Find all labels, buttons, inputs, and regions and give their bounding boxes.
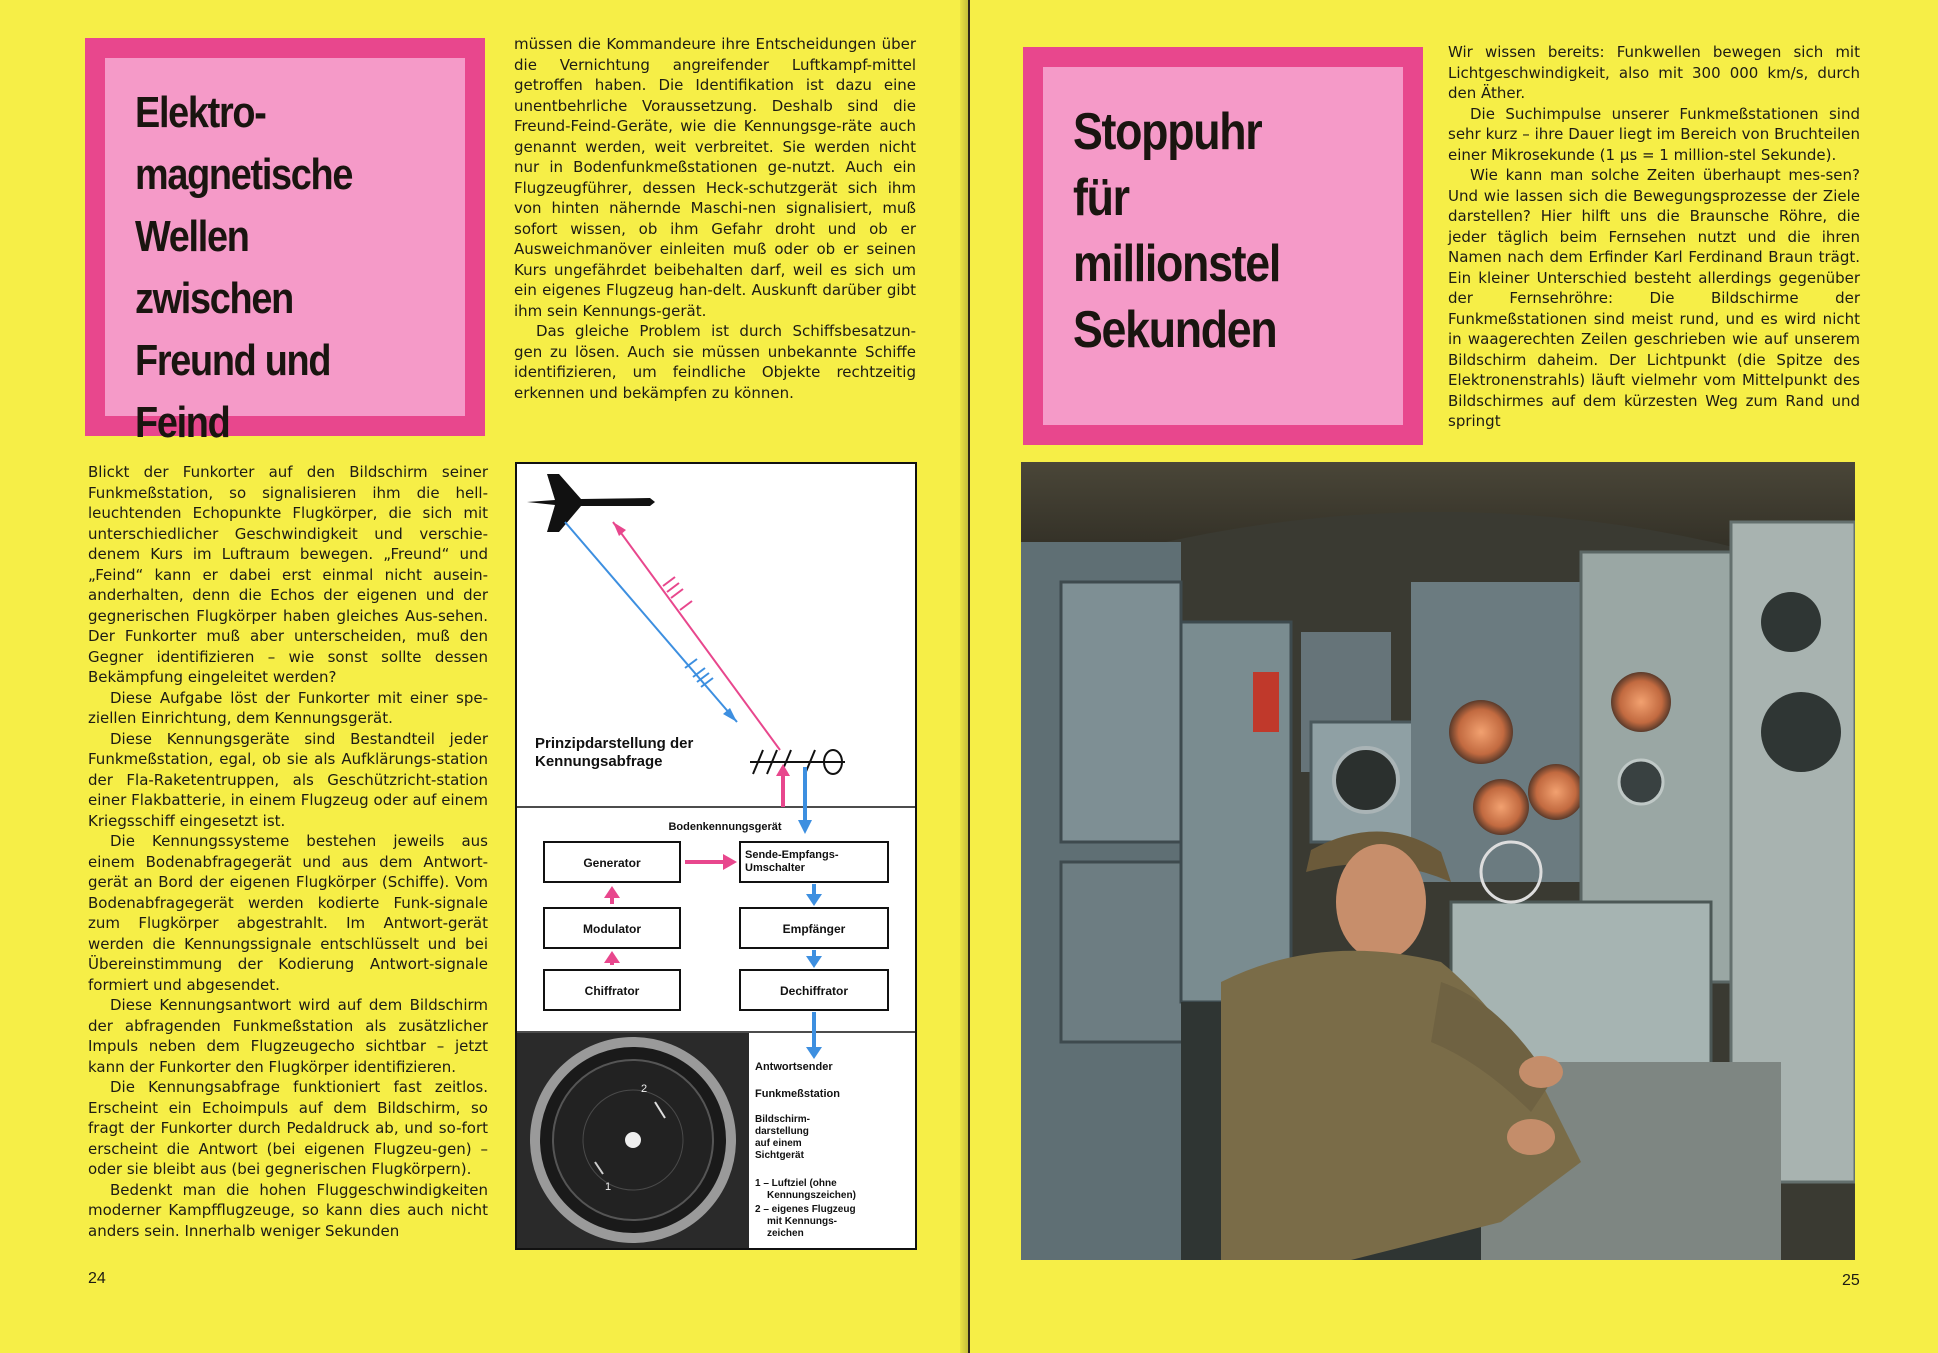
paragraph: Bedenkt man die hohen Fluggeschwindigkeiten moderner Kampfflugzeuge, so kann dies auch nicht anders sein. Innerhalb weniger Sekunden bbox=[88, 1180, 488, 1240]
identification-diagram bbox=[515, 462, 917, 1250]
paragraph: Die Kennungssysteme bestehen jeweils aus einem Bodenabfragegerät und aus dem Antwort-gerät an Bord der eigenen Flugkörper (Schiffe). Vom Bodenabfragegerät werden kodierte Funk-signale zum Flugkörper abgestrahlt. Im Antwort-gerät werden die Kennungssignale entschlüsselt und bei Übereinstimmung der Kodierung Antwort-signale formiert und abgesendet. bbox=[88, 832, 488, 994]
paragraph: Die Kennungsabfrage funktioniert fast zeitlos. Erscheint ein Echoimpuls auf dem Bildschirm, so fragt der Funkorter durch Pedaldruck ab, und so-fort erscheint die Antwort (bei eigenen Flugzeu-gen) – oder sie bleibt aus (bei gegnerischen Flugkörpern). bbox=[88, 1078, 488, 1178]
paragraph: Die Suchimpulse unserer Funkmeßstationen sind sehr kurz – ihre Dauer liegt im Bereich von Bruchteilen einer Mikrosekunde (1 µs = 1 million-stel Sekunde). bbox=[1448, 104, 1860, 164]
paragraph: Diese Kennungsgeräte sind Bestandteil jeder Funkmeßstation, egal, ob sie als Aufklärungs-station der Fla-Raketentruppen, als Geschützricht-station einer Flakbatterie, in einem Flugzeug oder auf einem Kriegsschiff eingesetzt ist. bbox=[88, 729, 488, 830]
block-generator bbox=[544, 842, 680, 882]
legend-item-2: 2 – eigenes Flugzeug mit Kennungs- zeichen bbox=[755, 1204, 856, 1239]
right-title-box bbox=[1023, 47, 1423, 445]
block-transmit-receive-switch bbox=[740, 842, 888, 882]
left-text-column-2 bbox=[514, 34, 916, 403]
paragraph: Das gleiche Problem ist durch Schiffsbesatzun-gen zu lösen. Auch sie müssen unbekannte Schiffe identifizieren, um feindliche Objekte rechtzeitig erkennen und bekämpfen zu können. bbox=[514, 322, 916, 402]
left-text-column-1 bbox=[88, 462, 488, 1241]
scope-mark-1: 1 bbox=[605, 1181, 612, 1193]
left-page bbox=[0, 0, 968, 1353]
legend-item-1: 1 – Luftziel (ohne Kennungszeichen) bbox=[755, 1178, 856, 1201]
right-page bbox=[970, 0, 1938, 1353]
paragraph: müssen die Kommandeure ihre Entscheidungen über die Vernichtung angreifender Luftkampf-mittel getroffen haben. Die Identifikation ist dazu eine unentbehrliche Voraussetzung. Deshalb sind die Freund-Feind-Geräte, wie die Kennungsge-räte auch genannt werden, weit verbreitet. Sie werden nicht nur in Bodenfunkmeßstationen ge-nutzt. Auch ein Flugzeugführer, dessen Heck-schutzgerät sich ihm von hinten nähernde Maschi-nen signalisiert, muß sofort wissen, ob ihm Gefahr droht und ob er Ausweichmanöver einleiten muß oder ob er seinen Kurs ungefährdet beibehalten darf, weil es sich um ein eigenes Flugzeug han-delt. Auskunft darüber gibt ihm sein Kennungs-gerät. bbox=[514, 35, 916, 320]
label-antwortsender: Antwortsender bbox=[755, 1061, 833, 1073]
block-dechiffrator bbox=[740, 970, 888, 1010]
right-page-title: Stoppuhr für millionstel Sekunden bbox=[1073, 103, 1280, 359]
svg-text:Empfänger: Empfänger bbox=[782, 922, 846, 936]
block-receiver bbox=[740, 908, 888, 948]
diagram-caption: Prinzipdarstellung der Kennungsabfrage bbox=[535, 735, 694, 770]
svg-text:Modulator: Modulator bbox=[583, 922, 641, 936]
svg-text:Sende-Empfangs-: Sende-Empfangs- bbox=[745, 849, 839, 861]
svg-text:Chiffrator: Chiffrator bbox=[584, 984, 640, 998]
right-title-panel bbox=[1043, 67, 1403, 425]
paragraph: Wie kann man solche Zeiten überhaupt mes-sen? Und wie lassen sich die Bewegungsprozesse der Ziele darstellen? Hier hilft uns die Braunsche Röhre, die jeder täglich beim Fernsehen nutzt und die ihren Namen nach dem Erfinder Karl Ferdinand Braun trägt. Ein kleiner Unterschied besteht allerdings gegenüber der Fernsehröhre: Die Bildschirme der Funkmeßstationen sind meist rund, und es wird nicht in waagerechten Zeilen geschrieben wie auf unserem Bildschirm daheim. Der Lichtpunkt (die Spitze des Elektronenstrahls) läuft vielmehr vom Mittelpunkt des Bildschirmes auf dem kürzesten Weg zum Rand und springt bbox=[1448, 166, 1860, 430]
svg-text:Generator: Generator bbox=[583, 856, 641, 870]
radar-station-photo bbox=[1021, 462, 1855, 1260]
block-modulator bbox=[544, 908, 680, 948]
page-number-right: 25 bbox=[1842, 1272, 1860, 1289]
label-funkmessstation: Funkmeßstation bbox=[755, 1088, 840, 1100]
left-page-title: Elektro- magnetische Wellen zwischen Freund und Feind bbox=[135, 88, 353, 447]
page-number-left: 24 bbox=[88, 1270, 106, 1287]
radar-scope-image bbox=[517, 1033, 749, 1248]
svg-text:Umschalter: Umschalter bbox=[745, 862, 805, 874]
paragraph: Wir wissen bereits: Funkwellen bewegen sich mit Lichtgeschwindigkeit, also mit 300 000 km/s, durch den Äther. bbox=[1448, 43, 1860, 102]
right-text-column bbox=[1448, 42, 1860, 432]
label-bildschirm: Bildschirm- darstellung auf einem Sichtgerät bbox=[755, 1114, 811, 1161]
svg-text:Dechiffrator: Dechiffrator bbox=[779, 984, 849, 998]
scope-mark-2: 2 bbox=[641, 1083, 648, 1095]
ground-unit-label: Bodenkennungsgerät bbox=[668, 821, 782, 833]
paragraph: Diese Kennungsantwort wird auf dem Bildschirm der abfragenden Funkmeßstation als zusätzlicher Impuls neben dem Flugzeugecho sichtbar – jetzt kann der Funkorter den Flugkörper identifizieren. bbox=[88, 996, 488, 1076]
paragraph: Diese Aufgabe löst der Funkorter mit einer spe-ziellen Einrichtung, dem Kennungsgerät. bbox=[88, 688, 488, 727]
left-title-box bbox=[85, 38, 485, 447]
block-chiffrator bbox=[544, 970, 680, 1010]
left-title-panel bbox=[105, 58, 465, 447]
paragraph: Blickt der Funkorter auf den Bildschirm seiner Funkmeßstation, so signalisieren ihm die hell-leuchtenden Echopunkte Flugkörper, die sich mit unterschiedlicher Geschwindigkeit und verschie-denem Kurs im Luftraum bewegen. „Freund“ und „Feind“ kann er dabei erst einmal nicht ausein-anderhalten, denn die Echos der eigenen und der gegnerischen Flugkörper haben gleiches Aus-sehen. Der Funkorter muß aber unterscheiden, muß den Gegner identifizieren – wie sonst sollte dessen Bekämpfung eingeleitet werden? bbox=[88, 463, 488, 686]
